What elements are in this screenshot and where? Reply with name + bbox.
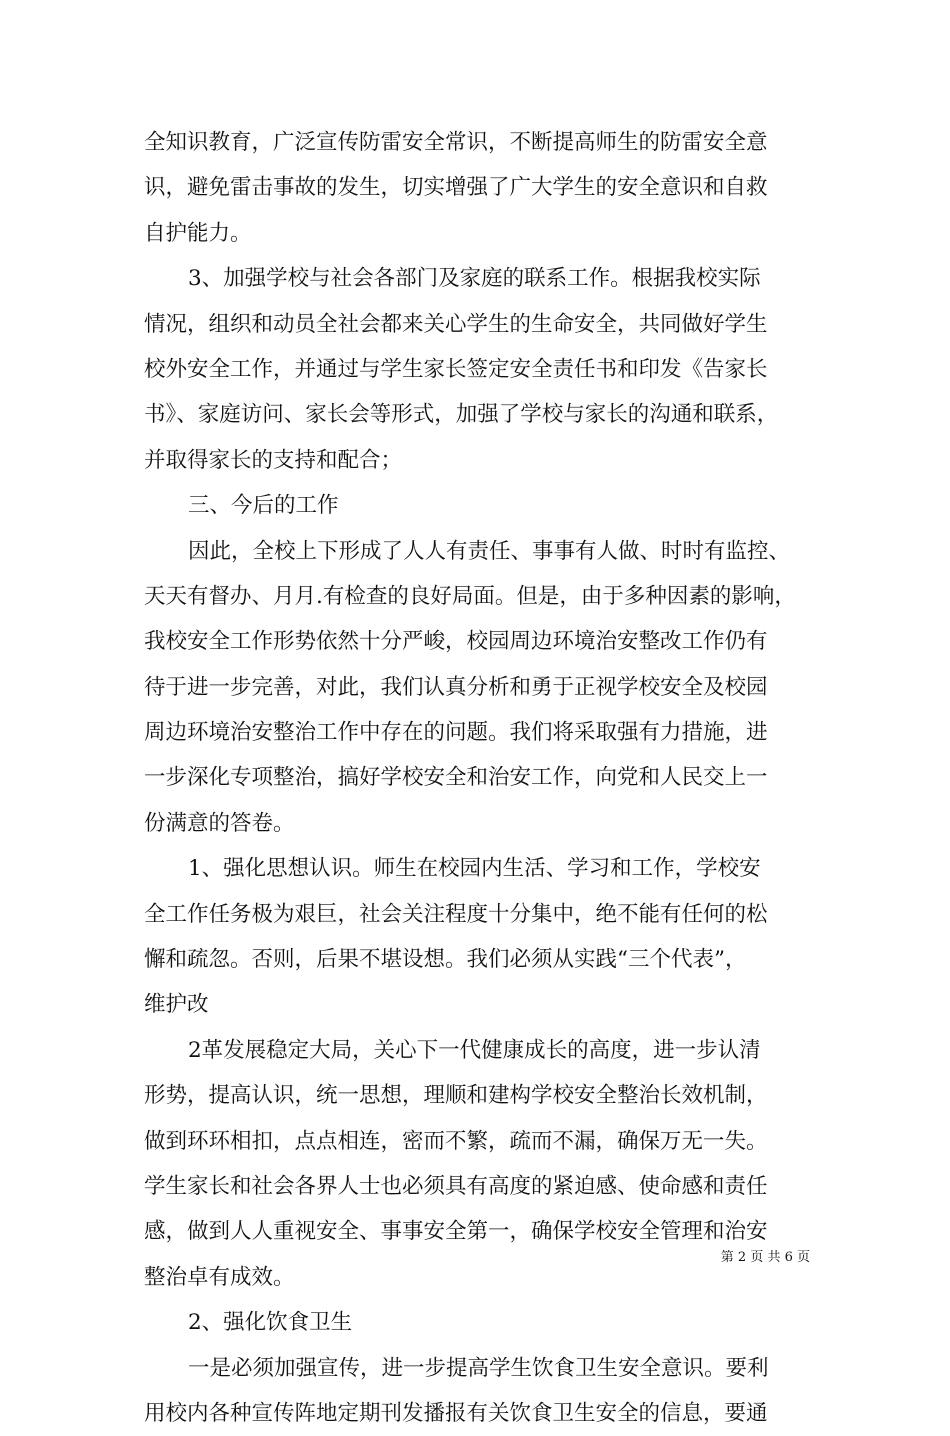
text-line: 懈和疏忽。否则，后果不堪设想。我们必须从实践“三个代表”， xyxy=(144,947,747,973)
text-line: 书》、家庭访问、家长会等形式，加强了学校与家长的沟通和联系， xyxy=(144,402,779,428)
text-line: 待于进一步完善，对此，我们认真分析和勇于正视学校安全及校园 xyxy=(144,674,768,700)
text-line: 我校安全工作形势依然十分严峻，校园周边环境治安整改工作仍有 xyxy=(144,629,768,655)
text-line: 全工作任务极为艰巨，社会关注程度十分集中，绝不能有任何的松 xyxy=(144,901,768,927)
text-line: 全知识教育，广泛宣传防雷安全常识，不断提高师生的防雷安全意 xyxy=(144,130,768,155)
text-line: 识，避免雷击事故的发生，切实增强了广大学生的安全意识和自救 xyxy=(144,175,768,201)
text-line: 2革发展稳定大局，关心下一代健康成长的高度，进一步认清 xyxy=(188,1037,761,1063)
text-line: 用校内各种宣传阵地定期刊发播报有关饮食卫生安全的信息，要通 xyxy=(144,1400,768,1426)
text-line: 情况，组织和动员全社会都来关心学生的生命安全，共同做好学生 xyxy=(144,311,768,337)
text-line: 并取得家长的支持和配合； xyxy=(144,447,403,473)
text-line: 校外安全工作，并通过与学生家长签定安全责任书和印发《告家长 xyxy=(144,356,768,382)
text-line: 学生家长和社会各界人士也必须具有高度的紧迫感、使命感和责任 xyxy=(144,1173,768,1199)
text-line: 整治卓有成效。 xyxy=(144,1264,295,1290)
text-line: 做到环环相扣，点点相连，密而不繁，疏而不漏，确保万无一失。 xyxy=(144,1128,768,1154)
document-body xyxy=(144,120,812,1436)
text-line: 感，做到人人重视安全、事事安全第一，确保学校安全管理和治安 xyxy=(144,1219,768,1245)
page-number-footer: 第 2 页 共 6 页 xyxy=(720,1250,810,1265)
text-line: 因此，全校上下形成了人人有责任、事事有人做、时时有监控、 xyxy=(188,538,791,564)
text-line: 自护能力。 xyxy=(144,220,252,246)
text-line: 一是必须加强宣传，进一步提高学生饮食卫生安全意识。要利 xyxy=(188,1355,769,1381)
text-line: 形势，提高认识，统一思想，理顺和建构学校安全整治长效机制， xyxy=(144,1083,768,1109)
text-line: 2、强化饮食卫生 xyxy=(188,1310,353,1336)
text-line: 份满意的答卷。 xyxy=(144,810,295,836)
text-line: 天天有督办、月月.有检查的良好局面。但是，由于多种因素的影响， xyxy=(144,583,796,609)
text-line: 3、加强学校与社会各部门及家庭的联系工作。根据我校实际 xyxy=(188,266,761,292)
text-line: 维护改 xyxy=(144,992,209,1018)
text-line: 一步深化专项整治，搞好学校安全和治安工作，向党和人民交上一 xyxy=(144,765,768,791)
text-line: 1、强化思想认识。师生在校园内生活、学习和工作，学校安 xyxy=(188,856,761,882)
text-line: 三、今后的工作 xyxy=(188,493,339,519)
text-line: 周边环境治安整治工作中存在的问题。我们将采取强有力措施，进 xyxy=(144,720,768,746)
